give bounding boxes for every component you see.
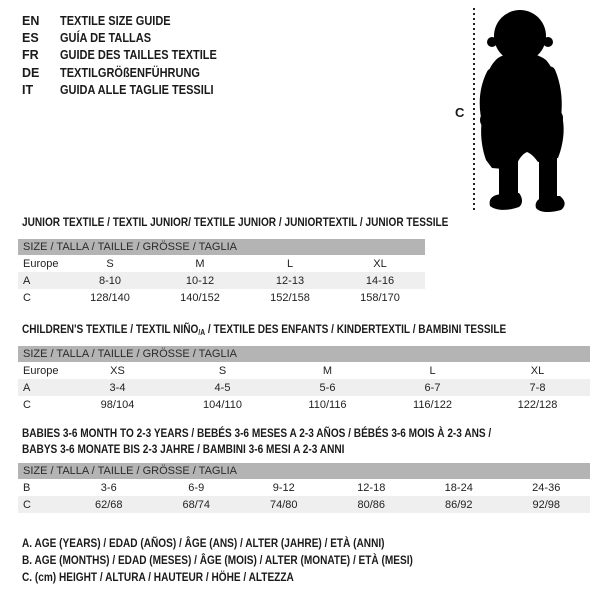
size-cell: 12-18 bbox=[357, 481, 386, 494]
language-row bbox=[22, 64, 238, 81]
size-cell: M bbox=[322, 364, 333, 377]
footnote-a-text: A. AGE (YEARS) / EDAD (AÑOS) / ÂGE (ANS) / ALTER (JAHRE) / ETÀ (ANNI) bbox=[22, 536, 385, 550]
children-title-sub: /A bbox=[198, 328, 206, 337]
size-cell: L bbox=[429, 364, 436, 377]
footnote-c bbox=[22, 570, 487, 587]
junior-section-title-text: JUNIOR TEXTILE / TEXTIL JUNIOR/ TEXTILE JUNIOR / JUNIORTEXTIL / JUNIOR TESSILE bbox=[22, 215, 449, 229]
language-row bbox=[22, 12, 238, 29]
size-cell: 158/170 bbox=[360, 291, 400, 304]
language-title: GUÍA DE TALLAS bbox=[60, 31, 152, 46]
table-row bbox=[18, 496, 590, 513]
size-cell: L bbox=[286, 257, 294, 270]
size-header-label: SIZE / TALLA / TAILLE / GRÖSSE / TAGLIA bbox=[23, 348, 237, 360]
row-label: Europe bbox=[23, 257, 59, 270]
size-cell: S bbox=[218, 364, 227, 377]
size-cell: 12-13 bbox=[275, 274, 305, 287]
children-title-pre: CHILDREN'S TEXTILE / TEXTIL NIÑO bbox=[22, 322, 199, 336]
language-title: TEXTILGRÖßENFÜHRUNG bbox=[60, 65, 200, 80]
row-label: C bbox=[23, 498, 31, 511]
size-header-label: SIZE / TALLA / TAILLE / GRÖSSE / TAGLIA bbox=[23, 241, 237, 253]
babies-title-line1-text: BABIES 3-6 MONTH TO 2-3 YEARS / BEBÉS 3-6 MESES A 2-3 AÑOS / BÉBÉS 3-6 MOIS À 2-3 ANS / bbox=[22, 426, 492, 440]
size-cell: 152/158 bbox=[270, 291, 310, 304]
table-row bbox=[18, 362, 590, 379]
size-cell: 6-9 bbox=[188, 481, 205, 494]
size-cell: 140/152 bbox=[180, 291, 220, 304]
footnote-c-text: C. (cm) HEIGHT / ALTURA / HAUTEUR / HÖHE / ALTEZZA bbox=[22, 570, 294, 584]
size-header-label: SIZE / TALLA / TAILLE / GRÖSSE / TAGLIA bbox=[23, 465, 237, 477]
row-label: A bbox=[23, 381, 31, 394]
table-row bbox=[18, 289, 425, 306]
language-code: FR bbox=[22, 48, 39, 63]
size-cell: 9-12 bbox=[272, 481, 295, 494]
row-label: A bbox=[23, 274, 31, 287]
table-row bbox=[18, 396, 590, 413]
language-title: TEXTILE SIZE GUIDE bbox=[60, 13, 171, 28]
size-cell: 86/92 bbox=[444, 498, 473, 511]
row-label: C bbox=[23, 398, 31, 411]
language-code: EN bbox=[22, 13, 40, 28]
footnote-list bbox=[22, 536, 487, 587]
language-title-list bbox=[22, 12, 238, 99]
footnote-b-text: B. AGE (MONTHS) / EDAD (MESES) / ÂGE (MOIS) / ALTER (MONATE) / ETÀ (MESI) bbox=[22, 553, 413, 567]
size-cell: 5-6 bbox=[319, 381, 336, 394]
language-code: DE bbox=[22, 65, 40, 80]
size-table-babies bbox=[18, 463, 590, 513]
language-row bbox=[22, 29, 238, 46]
footnote-a bbox=[22, 536, 487, 553]
size-table-children bbox=[18, 346, 590, 413]
language-row bbox=[22, 82, 238, 99]
size-cell: 92/98 bbox=[532, 498, 561, 511]
size-cell: S bbox=[106, 257, 114, 270]
size-cell: 10-12 bbox=[185, 274, 215, 287]
size-cell: 104/110 bbox=[203, 398, 242, 411]
table-row bbox=[18, 379, 590, 396]
size-header-bar bbox=[18, 463, 590, 479]
language-title: GUIDA ALLE TAGLIE TESSILI bbox=[60, 83, 214, 98]
table-row bbox=[18, 479, 590, 496]
language-code: ES bbox=[22, 31, 39, 46]
height-label: C bbox=[455, 105, 465, 120]
row-label: Europe bbox=[23, 364, 59, 377]
size-cell: 7-8 bbox=[529, 381, 546, 394]
size-cell: 18-24 bbox=[444, 481, 473, 494]
size-table-junior bbox=[18, 239, 425, 306]
size-cell: 80/86 bbox=[357, 498, 386, 511]
babies-section-title-line2 bbox=[22, 442, 406, 456]
size-cell: 3-6 bbox=[100, 481, 117, 494]
babies-section-title-line1 bbox=[22, 426, 581, 440]
size-cell: 24-36 bbox=[532, 481, 561, 494]
language-code: IT bbox=[22, 83, 34, 98]
size-header-bar bbox=[18, 239, 425, 255]
size-cell: XL bbox=[530, 364, 545, 377]
size-cell: 128/140 bbox=[90, 291, 130, 304]
table-row bbox=[18, 272, 425, 289]
babies-title-line2-text: BABYS 3-6 MONATE BIS 2-3 JAHRE / BAMBINI 3-6 MESI A 2-3 ANNI bbox=[22, 442, 345, 456]
size-cell: 6-7 bbox=[424, 381, 441, 394]
size-cell: 4-5 bbox=[214, 381, 231, 394]
size-cell: 8-10 bbox=[98, 274, 122, 287]
children-section-title bbox=[22, 322, 598, 337]
size-cell: 68/74 bbox=[182, 498, 211, 511]
size-cell: 98/104 bbox=[100, 398, 135, 411]
language-row bbox=[22, 47, 238, 64]
size-cell: 116/122 bbox=[413, 398, 452, 411]
size-cell: 122/128 bbox=[517, 398, 558, 411]
size-header-bar bbox=[18, 346, 590, 362]
size-cell: 14-16 bbox=[365, 274, 395, 287]
size-cell: M bbox=[195, 257, 205, 270]
children-section-title-text bbox=[22, 322, 506, 337]
language-title: GUIDE DES TAILLES TEXTILE bbox=[60, 48, 217, 63]
row-label: C bbox=[23, 291, 31, 304]
table-row bbox=[18, 255, 425, 272]
height-measure-line bbox=[473, 8, 475, 211]
row-label: B bbox=[23, 481, 31, 494]
size-cell: XL bbox=[373, 257, 387, 270]
junior-section-title bbox=[22, 215, 530, 229]
size-cell: XS bbox=[110, 364, 125, 377]
size-cell: 62/68 bbox=[94, 498, 123, 511]
size-cell: 74/80 bbox=[269, 498, 298, 511]
size-cell: 3-4 bbox=[109, 381, 126, 394]
size-cell: 110/116 bbox=[308, 398, 347, 411]
children-title-post: / TEXTILE DES ENFANTS / KINDERTEXTIL / BAMBINI TESSILE bbox=[205, 322, 507, 336]
footnote-b bbox=[22, 553, 487, 570]
toddler-silhouette-icon bbox=[478, 8, 582, 212]
